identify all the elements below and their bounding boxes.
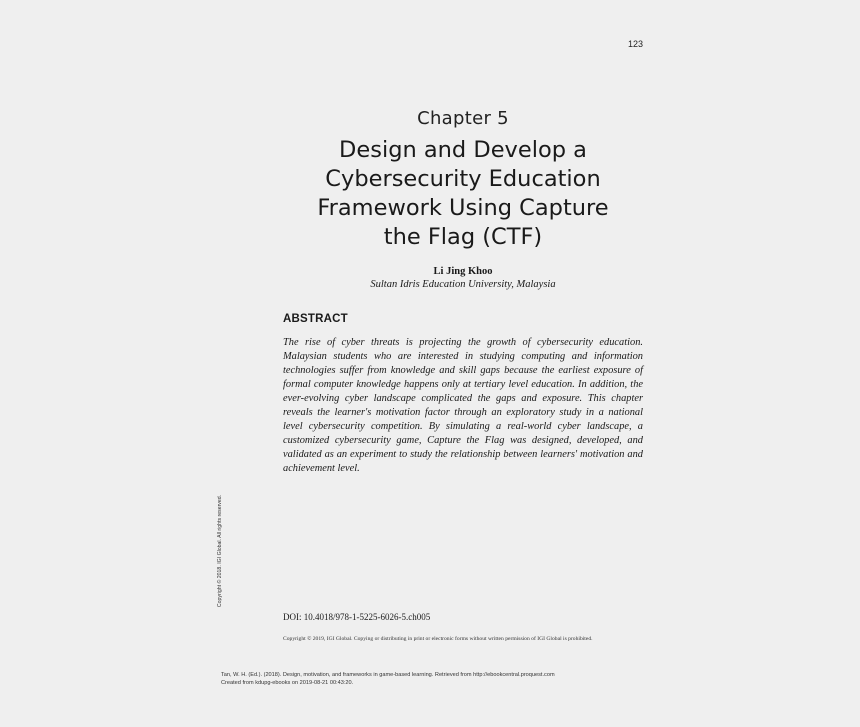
chapter-title-line: Design and Develop a [339, 137, 587, 163]
abstract-body: The rise of cyber threats is projecting the growth of cybersecurity education. Malaysian students who are interested in studying computing and information technologies suffer from knowledge and skill gaps because the earliest exposure of formal computer knowledge happens only at tertiary level education. In addition, the ever-evolving cyber landscape complicated the gaps and exposure. This chapter reveals the learner's motivation factor through an exploratory study in a national level cybersecurity competition. By simulating a real-world cyber landscape, a customized cybersecurity game, Capture the Flag was designed, developed, and validated as an experiment to study the relationship between learners' motivation and achievement level. [283, 337, 643, 474]
chapter-label: Chapter 5 [417, 108, 509, 129]
source-created-line: Created from kdupg-ebooks on 2019-08-21 00:43:20. [221, 680, 354, 686]
side-copyright-notice: Copyright © 2018. IGI Global. All rights reserved. [217, 494, 223, 608]
abstract-heading: ABSTRACT [283, 313, 348, 325]
chapter-title-line: Framework Using Capture [317, 195, 609, 221]
author-affiliation: Sultan Idris Education University, Malaysia [370, 279, 556, 290]
chapter-title-line: Cybersecurity Education [325, 166, 601, 192]
chapter-title-line: the Flag (CTF) [383, 224, 543, 250]
doi-line: DOI: 10.4018/978-1-5225-6026-5.ch005 [283, 612, 431, 622]
author-name: Li Jing Khoo [433, 266, 493, 277]
page-number: 123 [627, 39, 643, 49]
copyright-footer: Copyright © 2019, IGI Global. Copying or distributing in print or electronic forms without written permission of IGI Global is prohibited. [283, 636, 593, 642]
source-citation-line: Tan, W. H. (Ed.). (2018). Design, motivation, and frameworks in game-based learning. Retrieved from http://ebookcentral.proquest.com [221, 672, 555, 678]
chapter-title [283, 136, 643, 252]
